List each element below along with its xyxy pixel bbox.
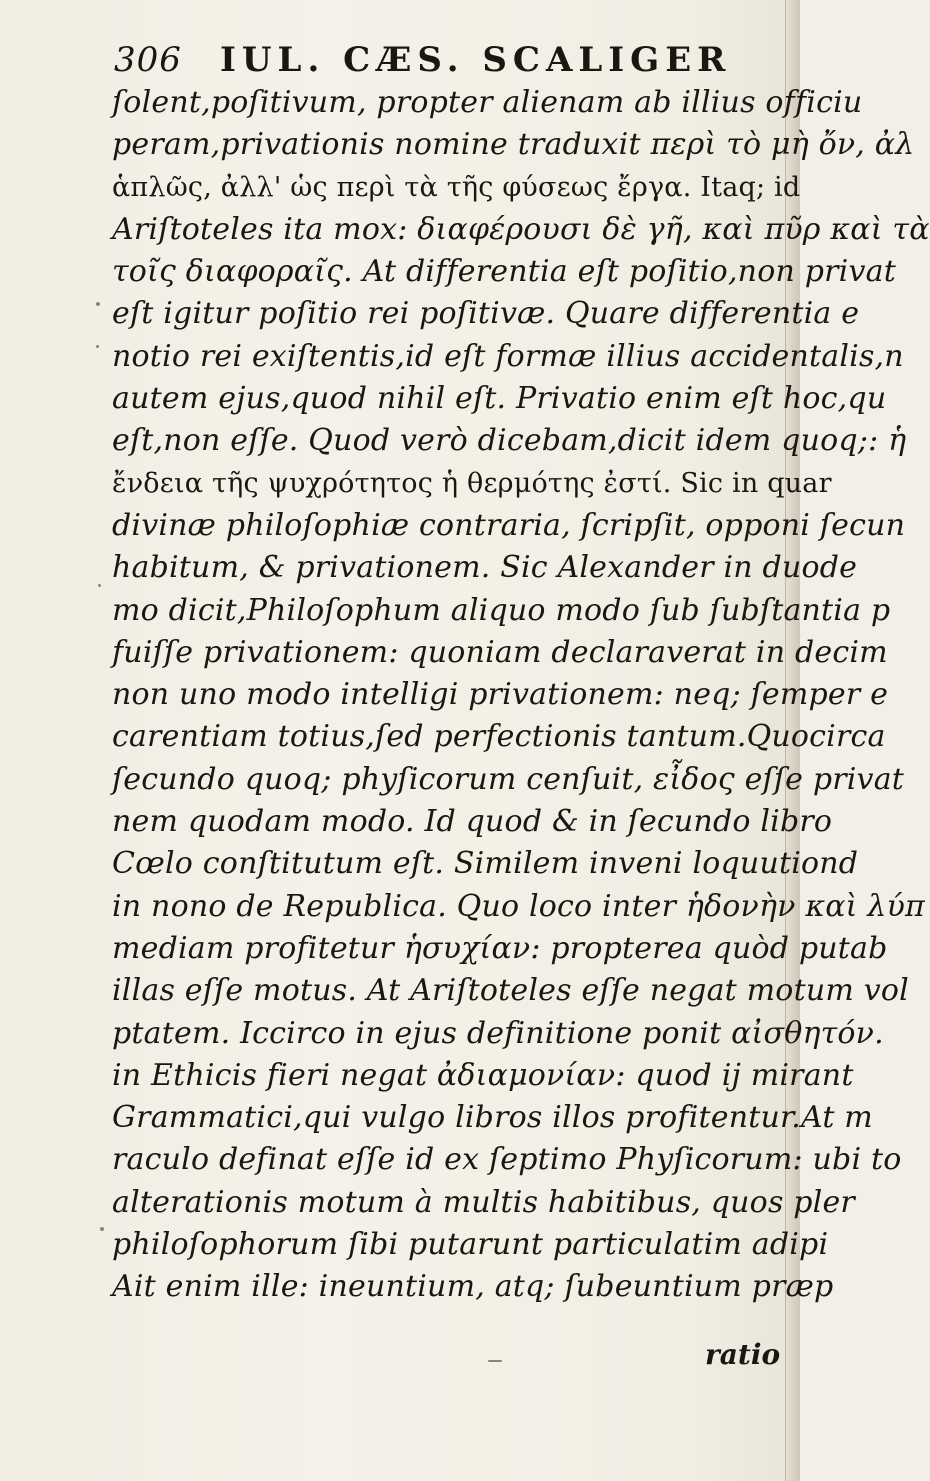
text-line: τοῖς διαφοραῖς. At differentia eſt poſitio,non privat [112,254,896,290]
paper-speck [100,1227,104,1231]
text-line: mediam profitetur ἡσυχίαν: propterea quòd putab [112,930,888,966]
text-line: philoſophorum ſibi putarunt particulatim adipi [112,1227,829,1263]
text-line: ἔνδεια τῆς ψυχρότητος ἡ θερμότης ἐστί. Sic in quar [112,467,832,499]
text-line: illas eſſe motus. At Ariſtoteles eſſe negat motum vol [112,973,909,1009]
body-text [112,82,930,1309]
text-line: Grammatici,qui vulgo libros illos profitentur.At m [112,1100,873,1136]
text-line: ptatem. Iccirco in ejus definitione ponit αἰσθητόν. [112,1015,884,1051]
catchword: ratio [705,1338,781,1371]
text-line: fuiſſe privationem: quoniam declaraverat in decim [112,634,888,670]
text-line: in Ethicis fieri negat ἀδιαμονίαν: quod ij mirant [112,1057,854,1093]
text-line: carentiam totius,ſed perfectionis tantum.Quocirca [112,719,886,755]
text-line: divinæ philoſophiæ contraria, ſcripſit, opponi ſecun [112,507,906,543]
running-head: IUL. CÆS. SCALIGER [220,40,732,80]
text-line: Cœlo conſtitutum eſt. Similem inveni loquutiond [112,846,859,882]
text-line: non uno modo intelligi privationem: neq; ſemper e [112,677,889,713]
text-line: Ariſtoteles ita mox: διαφέρουσι δὲ γῆ, καὶ πῦρ καὶ τὰ [112,211,930,247]
page-number: 306 [114,40,182,80]
text-line: in nono de Republica. Quo loco inter ἡδονὴν καὶ λύπ [112,888,925,924]
text-line: habitum, & privationem. Sic Alexander in duode [112,550,858,586]
text-line: notio rei exiſtentis,id eſt formæ illius accidentalis,n [112,338,904,374]
text-line: mo dicit,Philoſophum aliquo modo ſub ſubſtantia p [112,592,891,628]
page-header [114,36,754,84]
text-line: eſt,non eſſe. Quod verò dicebam,dicit idem quoq;: ἡ [112,423,907,459]
text-line: ἁπλῶς, ἀλλ' ὡς περὶ τὰ τῆς φύσεως ἔργα. Itaq; id [112,171,801,203]
paper-speck [488,1360,502,1362]
text-line: raculo definat eſſe id ex ſeptimo Phyſicorum: ubi to [112,1142,902,1178]
text-line: alterationis motum à multis habitibus, quos pler [112,1184,855,1220]
paper-speck [96,345,99,348]
text-line: ſolent,poſitivum, propter alienam ab illius officiu [112,85,863,120]
text-line: eſt igitur poſitio rei poſitivæ. Quare differentia e [112,296,860,332]
text-line: autem ejus,quod nihil eſt. Privatio enim eſt hoc,qu [112,381,887,417]
text-line: nem quodam modo. Id quod & in ſecundo libro [112,804,833,840]
text-line: Ait enim ille: ineuntium, atq; ſubeuntium præp [112,1269,834,1305]
paper-speck [98,584,101,587]
text-line: ſecundo quoq; phyſicorum cenſuit, εἶδος eſſe privat [112,761,905,797]
paper-speck [96,302,100,306]
text-line: peram,privationis nomine traduxit περὶ τὸ μὴ ὄν, ἀλ [112,127,915,163]
